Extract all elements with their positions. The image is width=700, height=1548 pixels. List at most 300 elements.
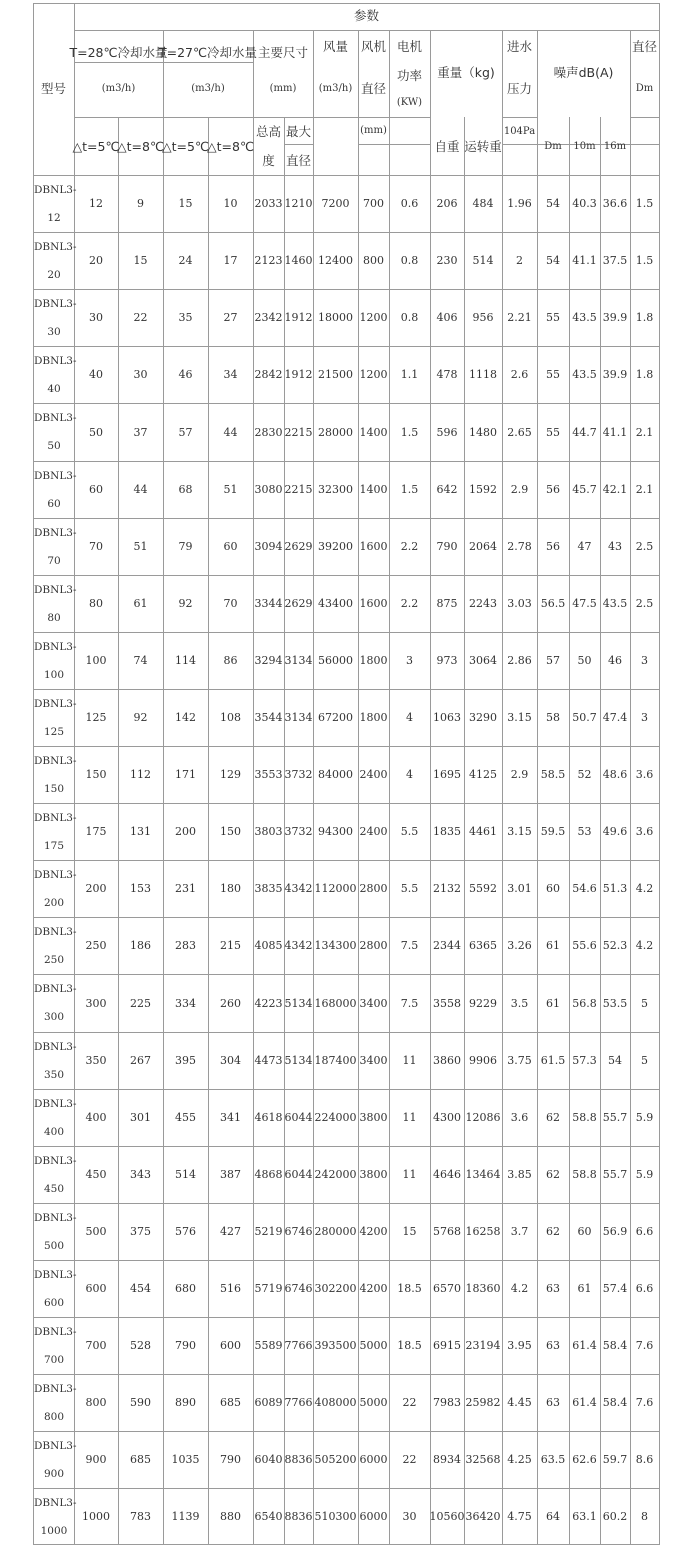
- model-prefix: DBNL3-: [34, 1382, 77, 1395]
- data-cell: 55: [546, 425, 560, 439]
- model-size: 100: [43, 668, 65, 681]
- data-cell: 3.75: [507, 1054, 532, 1067]
- data-cell: 21500: [318, 368, 353, 381]
- model-size: 450: [43, 1182, 65, 1195]
- model-prefix: DBNL3-: [34, 1040, 77, 1053]
- model-prefix: DBNL3-: [34, 1325, 77, 1338]
- run-weight: 运转重: [464, 138, 502, 154]
- fan-diam-header: 直径: [360, 80, 386, 96]
- data-cell: 4223: [254, 996, 283, 1010]
- data-cell: 1.5: [635, 197, 654, 210]
- data-cell: 505200: [314, 1453, 357, 1466]
- t27-header: T=27℃冷却水量: [158, 44, 258, 60]
- data-cell: 44.7: [572, 425, 597, 439]
- model-size: 175: [43, 839, 65, 852]
- data-cell: 39.9: [602, 368, 628, 381]
- model-cell: [34, 518, 77, 575]
- data-cell: 1835: [433, 825, 461, 838]
- total-height-2: 度: [262, 152, 275, 168]
- motor-header: 电机: [396, 38, 422, 54]
- data-cell: 3.15: [507, 825, 532, 838]
- data-cell: 7766: [284, 1396, 313, 1409]
- t27-unit: (m3/h): [191, 83, 225, 94]
- data-cell: 37.5: [602, 254, 628, 267]
- data-cell: 44: [223, 425, 238, 439]
- data-cell: 12400: [318, 254, 353, 267]
- data-cell: 63.5: [540, 1453, 566, 1466]
- data-cell: 5: [641, 1054, 648, 1067]
- model-size: 50: [47, 439, 61, 452]
- data-cell: 9: [137, 197, 144, 210]
- model-prefix: DBNL3-: [34, 925, 77, 938]
- data-cell: 283: [175, 939, 196, 952]
- model-prefix: DBNL3-: [34, 1097, 77, 1110]
- data-cell: 2400: [359, 768, 388, 781]
- data-cell: 1460: [284, 254, 313, 267]
- t28-unit: (m3/h): [101, 83, 136, 94]
- data-cell: 4125: [469, 768, 497, 781]
- data-cell: 4200: [359, 1225, 388, 1238]
- data-cell: 478: [436, 368, 458, 381]
- data-cell: 510300: [314, 1510, 357, 1523]
- model-prefix: DBNL3-: [34, 354, 77, 367]
- t28-header: T=28℃冷却水量: [69, 44, 168, 60]
- data-cell: 36420: [465, 1510, 501, 1523]
- data-cell: 7.6: [635, 1396, 654, 1409]
- model-prefix: DBNL3-: [34, 1154, 77, 1167]
- data-cell: 302200: [314, 1282, 357, 1295]
- power-unit: (KW): [396, 97, 423, 108]
- data-cell: 12: [89, 197, 103, 210]
- data-cell: 3064: [469, 654, 497, 667]
- model-size: 1000: [40, 1524, 68, 1537]
- data-cell: 2.6: [510, 368, 529, 381]
- data-cell: 590: [130, 1396, 151, 1409]
- data-cell: 6540: [254, 1510, 283, 1523]
- data-cell: 63: [546, 1396, 560, 1409]
- data-cell: 57.4: [602, 1282, 628, 1295]
- data-cell: 5589: [254, 1339, 283, 1352]
- data-cell: 61.5: [540, 1054, 566, 1067]
- model-size: 200: [43, 896, 65, 909]
- data-cell: 30: [402, 1510, 417, 1523]
- data-cell: 4342: [284, 939, 313, 952]
- data-cell: 60: [223, 540, 238, 553]
- data-cell: 800: [85, 1396, 107, 1409]
- data-cell: 11: [402, 1054, 417, 1067]
- data-cell: 206: [436, 197, 458, 210]
- data-cell: 50: [577, 654, 592, 667]
- data-cell: 36.6: [602, 197, 628, 210]
- data-cell: 600: [85, 1282, 107, 1295]
- data-cell: 54: [546, 254, 560, 267]
- data-cell: 2800: [359, 882, 388, 895]
- data-cell: 70: [89, 540, 103, 553]
- data-cell: 8.6: [635, 1453, 654, 1466]
- data-cell: 92: [133, 711, 148, 724]
- data-cell: 2.5: [635, 597, 654, 610]
- data-cell: 114: [175, 654, 196, 667]
- model-size: 800: [43, 1410, 65, 1423]
- data-cell: 2243: [469, 597, 497, 610]
- model-prefix: DBNL3-: [34, 411, 77, 424]
- data-cell: 1800: [359, 654, 388, 667]
- model-size: 250: [43, 953, 65, 966]
- model-prefix: DBNL3-: [34, 697, 77, 710]
- data-cell: 2.86: [507, 654, 532, 667]
- data-cell: 1118: [469, 368, 497, 381]
- data-cell: 112: [130, 768, 151, 781]
- data-cell: 40.3: [572, 197, 597, 210]
- data-cell: 4461: [469, 825, 497, 838]
- data-cell: 50.7: [572, 711, 597, 724]
- data-cell: 800: [363, 254, 384, 267]
- data-cell: 973: [436, 654, 458, 667]
- data-cell: 2.2: [400, 540, 419, 553]
- data-cell: 427: [220, 1225, 241, 1238]
- data-cell: 3.95: [507, 1339, 532, 1352]
- data-cell: 57: [546, 654, 560, 667]
- data-cell: 43: [608, 540, 622, 553]
- data-cell: 9906: [469, 1054, 497, 1067]
- data-cell: 63: [546, 1339, 560, 1352]
- data-cell: 5134: [284, 996, 313, 1010]
- data-cell: 5000: [359, 1339, 388, 1352]
- model-cell: [34, 461, 77, 518]
- data-cell: 1480: [469, 425, 497, 439]
- data-cell: 58.8: [572, 1111, 597, 1124]
- air-header: 风量: [322, 38, 348, 54]
- data-cell: 301: [130, 1111, 151, 1124]
- data-cell: 100: [85, 654, 107, 667]
- data-cell: 4.25: [507, 1453, 532, 1466]
- data-cell: 54: [546, 197, 560, 210]
- data-cell: 200: [85, 882, 107, 895]
- noise-10m: 10m: [573, 141, 596, 152]
- data-cell: 61: [546, 939, 560, 952]
- data-cell: 2830: [254, 425, 283, 439]
- data-cell: 74: [133, 654, 148, 667]
- data-cell: 875: [436, 597, 458, 610]
- model-prefix: DBNL3-: [34, 183, 77, 196]
- data-cell: 3134: [284, 711, 313, 724]
- data-cell: 450: [85, 1168, 107, 1181]
- data-cell: 350: [85, 1054, 107, 1067]
- data-cell: 134300: [314, 939, 357, 952]
- model-prefix: DBNL3-: [34, 240, 77, 253]
- data-cell: 8836: [284, 1510, 313, 1523]
- model-prefix: DBNL3-: [34, 982, 77, 995]
- data-cell: 2.1: [635, 483, 654, 496]
- data-cell: 59.7: [602, 1453, 628, 1466]
- model-size: 12: [47, 211, 61, 224]
- data-cell: 1400: [359, 483, 388, 496]
- data-cell: 514: [175, 1168, 196, 1181]
- dt5-t28: △t=5℃: [72, 138, 120, 154]
- data-cell: 3294: [254, 654, 283, 667]
- data-cell: 4.2: [635, 939, 654, 952]
- model-size: 700: [43, 1353, 65, 1366]
- data-cell: 112000: [314, 882, 357, 895]
- data-cell: 61: [546, 996, 560, 1010]
- data-cell: 61.4: [572, 1396, 597, 1409]
- data-cell: 62: [546, 1225, 560, 1238]
- data-cell: 1800: [359, 711, 388, 724]
- data-cell: 56.8: [572, 996, 597, 1010]
- data-cell: 56000: [318, 654, 353, 667]
- data-cell: 80: [89, 597, 103, 610]
- model-size: 500: [43, 1239, 65, 1252]
- data-cell: 2123: [254, 254, 283, 267]
- data-cell: 23194: [465, 1339, 501, 1352]
- main-dim-unit: (mm): [269, 83, 297, 94]
- model-size: 150: [43, 782, 65, 795]
- data-cell: 61: [133, 597, 148, 610]
- data-cell: 280000: [314, 1225, 357, 1238]
- data-cell: 59.5: [540, 825, 566, 838]
- data-cell: 18.5: [397, 1282, 422, 1295]
- data-cell: 1.5: [400, 483, 419, 496]
- model-prefix: DBNL3-: [34, 640, 77, 653]
- data-cell: 1592: [469, 483, 497, 496]
- model-cell: [34, 746, 77, 803]
- data-cell: 92: [178, 597, 193, 610]
- data-cell: 32300: [318, 483, 353, 496]
- model-size: 350: [43, 1068, 65, 1081]
- data-cell: 4342: [284, 882, 313, 895]
- data-cell: 3732: [284, 825, 313, 838]
- data-cell: 341: [220, 1111, 241, 1124]
- data-cell: 2800: [359, 939, 388, 952]
- data-cell: 18000: [318, 311, 353, 324]
- data-cell: 400: [85, 1111, 107, 1124]
- data-cell: 5134: [284, 1054, 313, 1067]
- data-cell: 11: [402, 1168, 417, 1181]
- data-cell: 58: [546, 711, 560, 724]
- data-cell: 596: [436, 425, 458, 439]
- data-cell: 35: [178, 311, 193, 324]
- data-cell: 267: [130, 1054, 151, 1067]
- data-cell: 3344: [254, 597, 283, 610]
- data-cell: 4.2: [510, 1282, 529, 1295]
- data-cell: 300: [85, 996, 107, 1010]
- data-cell: 2215: [284, 483, 313, 496]
- data-cell: 393500: [314, 1339, 357, 1352]
- data-cell: 40: [89, 368, 103, 381]
- data-cell: 700: [363, 197, 384, 210]
- data-cell: 54: [608, 1054, 622, 1067]
- data-cell: 1.1: [400, 368, 419, 381]
- data-cell: 58.4: [602, 1396, 628, 1409]
- data-cell: 2629: [284, 597, 313, 610]
- data-cell: 890: [175, 1396, 196, 1409]
- weight-header: 重量（kg): [437, 64, 495, 80]
- data-cell: 3290: [469, 711, 497, 724]
- model-prefix: DBNL3-: [34, 526, 77, 539]
- data-cell: 3800: [359, 1168, 388, 1181]
- pa-unit: 104Pa: [503, 126, 536, 137]
- model-cell: [34, 632, 77, 689]
- model-prefix: DBNL3-: [34, 469, 77, 482]
- data-cell: 67200: [318, 711, 353, 724]
- model-prefix: DBNL3-: [34, 811, 77, 824]
- data-cell: 6570: [433, 1282, 461, 1295]
- data-cell: 2.9: [510, 768, 529, 781]
- data-cell: 22: [402, 1396, 417, 1409]
- data-cell: 6044: [284, 1168, 313, 1181]
- data-cell: 7766: [284, 1339, 313, 1352]
- data-cell: 13464: [465, 1168, 501, 1181]
- data-cell: 3732: [284, 768, 313, 781]
- data-cell: 60: [577, 1225, 592, 1238]
- data-cell: 51: [133, 540, 148, 553]
- data-cell: 15: [402, 1225, 417, 1238]
- data-cell: 250: [85, 939, 107, 952]
- data-cell: 200: [175, 825, 196, 838]
- model-size: 60: [47, 497, 61, 510]
- data-cell: 5592: [469, 882, 497, 895]
- data-cell: 44: [133, 483, 148, 496]
- data-cell: 5.9: [635, 1111, 654, 1124]
- data-cell: 55: [546, 368, 560, 381]
- data-cell: 131: [130, 825, 151, 838]
- data-cell: 61.4: [572, 1339, 597, 1352]
- data-cell: 6000: [359, 1453, 388, 1466]
- model-header: 型号: [40, 80, 66, 96]
- data-cell: 56: [546, 540, 560, 553]
- data-cell: 4200: [359, 1282, 388, 1295]
- data-cell: 3400: [359, 1054, 388, 1067]
- data-cell: 3860: [433, 1054, 461, 1067]
- data-cell: 7983: [433, 1396, 461, 1409]
- data-cell: 3080: [254, 483, 283, 496]
- data-cell: 260: [220, 996, 241, 1010]
- model-size: 600: [43, 1296, 65, 1309]
- data-cell: 1063: [433, 711, 461, 724]
- data-cell: 1200: [359, 368, 388, 381]
- data-cell: 62: [546, 1168, 560, 1181]
- data-cell: 0.8: [400, 254, 419, 267]
- data-cell: 4.2: [635, 882, 654, 895]
- data-cell: 20: [89, 254, 103, 267]
- data-cell: 47: [577, 540, 592, 553]
- data-cell: 24: [178, 254, 193, 267]
- data-cell: 41.1: [572, 254, 597, 267]
- data-cell: 0.6: [400, 197, 419, 210]
- data-cell: 2.78: [507, 540, 532, 553]
- data-cell: 56: [546, 483, 560, 496]
- model-size: 400: [43, 1125, 65, 1138]
- data-cell: 1200: [359, 311, 388, 324]
- data-cell: 54.6: [572, 882, 597, 895]
- model-cell: [34, 403, 77, 460]
- data-cell: 49.6: [602, 825, 628, 838]
- air-unit: (m3/h): [318, 83, 353, 94]
- data-cell: 2342: [254, 311, 283, 324]
- data-cell: 1600: [359, 540, 388, 553]
- model-prefix: DBNL3-: [34, 583, 77, 596]
- data-cell: 3400: [359, 996, 388, 1010]
- data-cell: 27: [223, 311, 238, 324]
- data-cell: 175: [85, 825, 107, 838]
- data-cell: 3835: [254, 882, 283, 895]
- data-cell: 58.8: [572, 1168, 597, 1181]
- data-cell: 79: [178, 540, 193, 553]
- model-prefix: DBNL3-: [34, 868, 77, 881]
- data-cell: 2.9: [510, 483, 529, 496]
- model-cell: [34, 1317, 77, 1374]
- data-cell: 685: [130, 1453, 151, 1466]
- data-cell: 1035: [171, 1453, 200, 1466]
- data-cell: 6746: [284, 1225, 313, 1238]
- model-cell: [34, 1488, 77, 1545]
- data-cell: 4300: [433, 1111, 461, 1124]
- data-cell: 63: [546, 1282, 560, 1295]
- model-prefix: DBNL3-: [34, 297, 77, 310]
- data-cell: 50: [89, 425, 103, 439]
- inlet-header: 进水: [506, 38, 532, 54]
- data-cell: 3.6: [510, 1111, 529, 1124]
- data-cell: 3558: [433, 996, 461, 1010]
- max-diam-1: 最大: [285, 123, 311, 139]
- data-cell: 37: [133, 425, 148, 439]
- data-cell: 880: [220, 1510, 241, 1523]
- data-cell: 4085: [254, 939, 283, 952]
- data-cell: 46: [608, 654, 622, 667]
- data-cell: 215: [220, 939, 241, 952]
- data-cell: 43.5: [572, 368, 597, 381]
- data-cell: 6.6: [635, 1282, 654, 1295]
- data-cell: 6044: [284, 1111, 313, 1124]
- data-cell: 1400: [359, 425, 388, 439]
- data-cell: 42.1: [602, 483, 628, 496]
- data-cell: 62: [546, 1111, 560, 1124]
- data-cell: 56.5: [540, 597, 566, 610]
- data-cell: 1139: [171, 1510, 200, 1523]
- data-cell: 395: [175, 1054, 196, 1067]
- data-cell: 142: [175, 711, 196, 724]
- model-cell: [34, 1032, 77, 1089]
- data-cell: 84000: [318, 768, 353, 781]
- data-cell: 4.75: [507, 1510, 532, 1523]
- data-cell: 2344: [433, 939, 461, 952]
- data-cell: 55.7: [602, 1111, 628, 1124]
- data-cell: 3.85: [507, 1168, 532, 1181]
- data-cell: 4646: [433, 1168, 461, 1181]
- diam-header: 直径: [631, 38, 657, 54]
- data-cell: 304: [220, 1054, 241, 1067]
- data-cell: 5719: [254, 1282, 283, 1295]
- data-cell: 4868: [254, 1168, 283, 1181]
- model-size: 40: [47, 382, 61, 395]
- data-cell: 3.03: [507, 597, 532, 610]
- model-cell: [34, 974, 77, 1031]
- data-cell: 8934: [433, 1453, 461, 1466]
- data-cell: 55.6: [572, 939, 597, 952]
- model-cell: [34, 575, 77, 632]
- data-cell: 11: [402, 1111, 417, 1124]
- data-cell: 55.7: [602, 1168, 628, 1181]
- data-cell: 5000: [359, 1396, 388, 1409]
- data-cell: 15: [178, 197, 193, 210]
- total-height-1: 总高: [255, 123, 281, 139]
- data-cell: 242000: [314, 1168, 357, 1181]
- data-cell: 7.5: [400, 939, 419, 952]
- data-cell: 43.5: [602, 597, 628, 610]
- model-size: 900: [43, 1467, 65, 1480]
- data-cell: 225: [130, 996, 151, 1010]
- model-cell: [34, 1431, 77, 1488]
